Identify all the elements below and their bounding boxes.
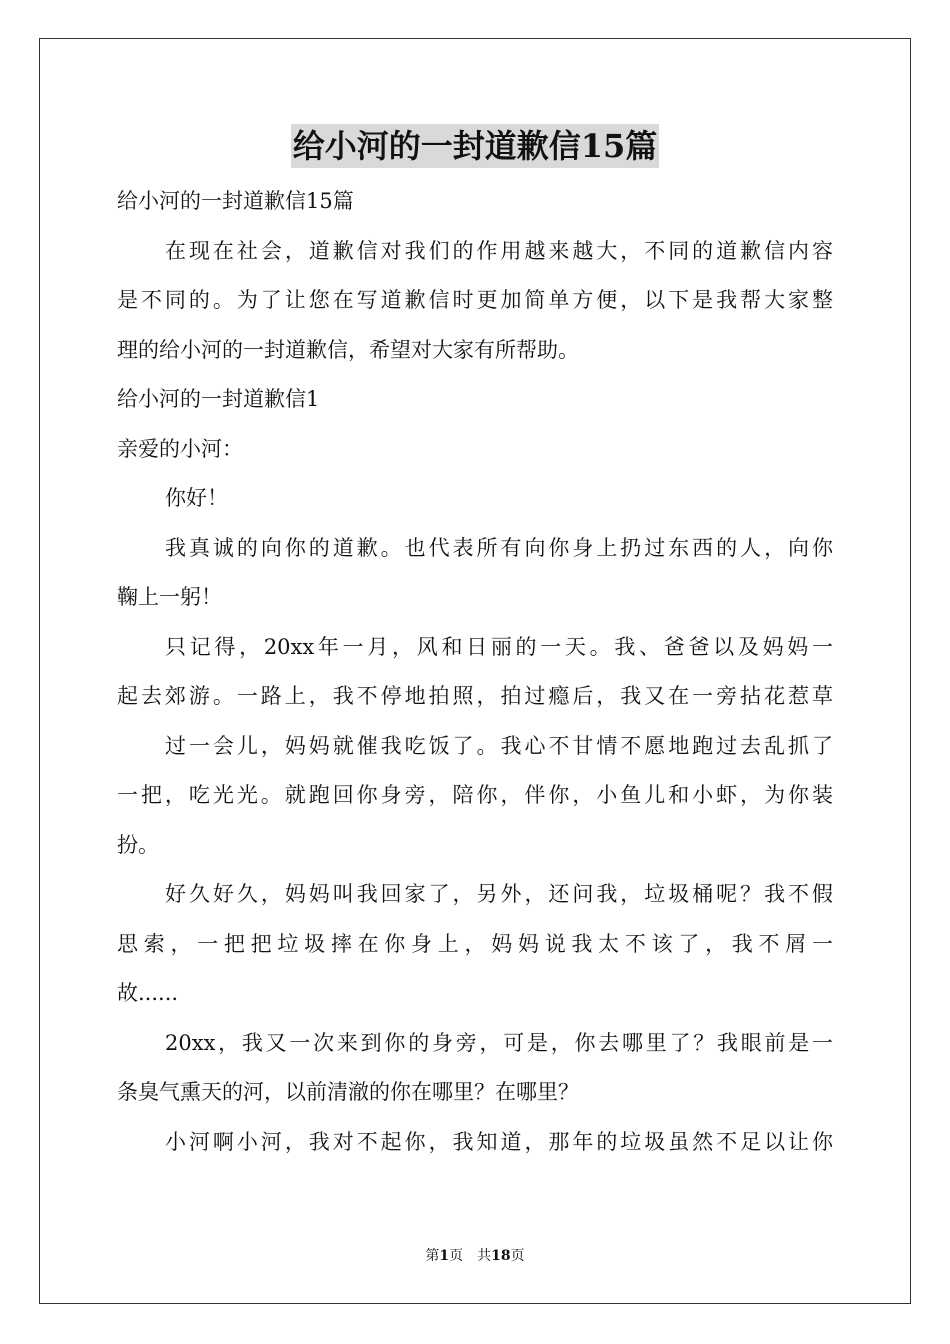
paragraph-line: 一把，吃光光。就跑回你身旁，陪你，伴你，小鱼儿和小虾，为你装: [117, 783, 833, 807]
section-heading: 给小河的一封道歉信1: [117, 387, 320, 411]
paragraph-line: 理的给小河的一封道歉信，希望对大家有所帮助。: [117, 337, 579, 362]
paragraph-line: 条臭气熏天的河，以前清澈的你在哪里？在哪里？: [117, 1080, 579, 1104]
paragraph-line: 小河啊小河，我对不起你，我知道，那年的垃圾虽然不足以让你: [165, 1129, 833, 1154]
subtitle-line: 给小河的一封道歉信15篇: [117, 189, 354, 213]
page-current: 1: [439, 1248, 450, 1264]
paragraph-line: 起去郊游。一路上，我不停地拍照，拍过瘾后，我又在一旁拈花惹草: [117, 684, 833, 708]
paragraph-line: 好久好久，妈妈叫我回家了，另外，还问我，垃圾桶呢？我不假: [165, 882, 833, 906]
salutation: 亲爱的小河：: [117, 436, 243, 461]
paragraph-line: 思索，一把把垃圾摔在你身上，妈妈说我太不该了，我不屑一: [117, 931, 833, 956]
paragraph-line: 故......: [117, 981, 179, 1005]
greeting: 你好！: [165, 486, 228, 510]
page-unit: 页: [449, 1248, 464, 1264]
paragraph-line: 在现在社会，道歉信对我们的作用越来越大，不同的道歉信内容: [165, 238, 833, 263]
document-body: [117, 177, 833, 1167]
paragraph-line: 20xx，我又一次来到你的身旁，可是，你去哪里了？我眼前是一: [165, 1030, 833, 1055]
page-footer: [0, 1247, 950, 1265]
paragraph-line: 鞠上一躬！: [117, 585, 222, 609]
total-prefix: 共: [477, 1248, 492, 1264]
paragraph-line: 只记得，20xx年一月，风和日丽的一天。我、爸爸以及妈妈一: [165, 634, 833, 659]
total-unit: 页: [510, 1248, 525, 1264]
paragraph-line: 我真诚的向你的道歉。也代表所有向你身上扔过东西的人，向你: [165, 535, 833, 560]
page-prefix: 第: [425, 1248, 440, 1264]
paragraph-line: 是不同的。为了让您在写道歉信时更加简单方便，以下是我帮大家整: [117, 288, 833, 312]
title-area: [0, 124, 950, 168]
page-total: 18: [491, 1248, 511, 1264]
paragraph-line: 过一会儿，妈妈就催我吃饭了。我心不甘情不愿地跑过去乱抓了: [165, 733, 833, 758]
document-title: 给小河的一封道歉信15篇: [291, 124, 660, 168]
paragraph-line: 扮。: [117, 832, 159, 857]
